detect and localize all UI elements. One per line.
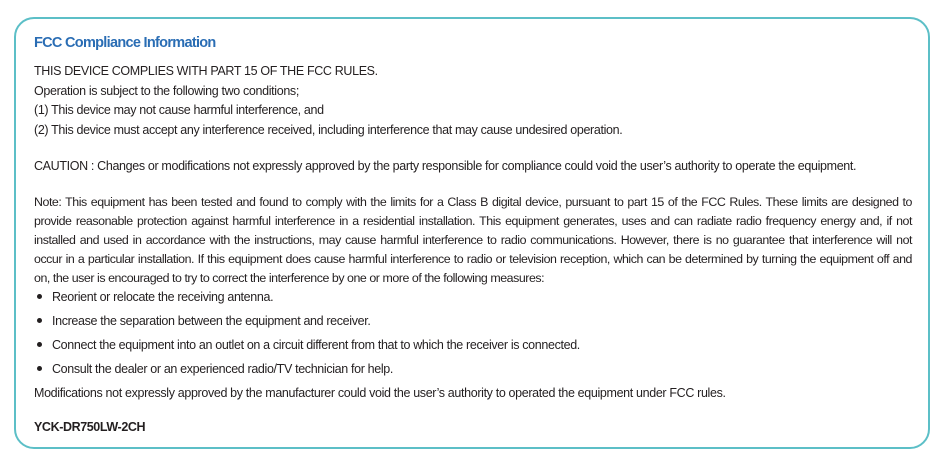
fcc-compliance-box bbox=[14, 17, 930, 449]
measure-text: Connect the equipment into an outlet on a circuit different from that to which the receiver is connected. bbox=[52, 337, 580, 352]
measure-text: Increase the separation between the equipment and receiver. bbox=[52, 313, 371, 328]
bullet-icon bbox=[37, 366, 42, 371]
page-title: FCC Compliance Information bbox=[34, 35, 216, 51]
intro-line-1: THIS DEVICE COMPLIES WITH PART 15 OF THE FCC RULES. bbox=[34, 64, 378, 78]
intro-line-3: (1) This device may not cause harmful interference, and bbox=[34, 103, 324, 118]
list-item bbox=[34, 288, 912, 306]
measures-list bbox=[34, 288, 912, 378]
measure-text: Reorient or relocate the receiving antenna. bbox=[52, 289, 274, 304]
bullet-icon bbox=[37, 318, 42, 323]
spacer bbox=[34, 140, 912, 157]
list-item bbox=[34, 312, 912, 330]
note-paragraph: Note: This equipment has been tested and found to comply with the limits for a Class B digital device, pursuant to part 15 of the FCC Rules. These limits are designed to provide reasonable protection against harmful interference in a residential installation. This equipment generates, uses and can radiate radio frequency energy and, if not installed and used in accordance with the instructions, may cause harmful interference to radio communications. However, there is no guarantee that interference will not occur in a particular installation. If this equipment does cause harmful interference to radio or television reception, which can be determined by turning the equipment off and on, the user is encouraged to try to correct the interference by one or more of the following measures: bbox=[34, 194, 912, 285]
measure-text: Consult the dealer or an experienced radio/TV technician for help. bbox=[52, 361, 394, 376]
intro-block bbox=[34, 62, 912, 140]
list-item bbox=[34, 360, 912, 378]
modifications-text: Modifications not expressly approved by the manufacturer could void the user’s authority to operated the equipment under FCC rules. bbox=[34, 385, 726, 400]
bullet-icon bbox=[37, 342, 42, 347]
list-item bbox=[34, 336, 912, 354]
intro-line-2: Operation is subject to the following two conditions; bbox=[34, 83, 299, 98]
spacer bbox=[34, 177, 912, 193]
bullet-icon bbox=[37, 294, 42, 299]
caution-text: CAUTION : Changes or modifications not expressly approved by the party responsible for compliance could void the user’s authority to operate the equipment. bbox=[34, 159, 857, 174]
intro-line-4: (2) This device must accept any interference received, including interference that may cause undesired operation. bbox=[34, 122, 623, 137]
model-number: YCK-DR750LW-2CH bbox=[34, 419, 146, 434]
